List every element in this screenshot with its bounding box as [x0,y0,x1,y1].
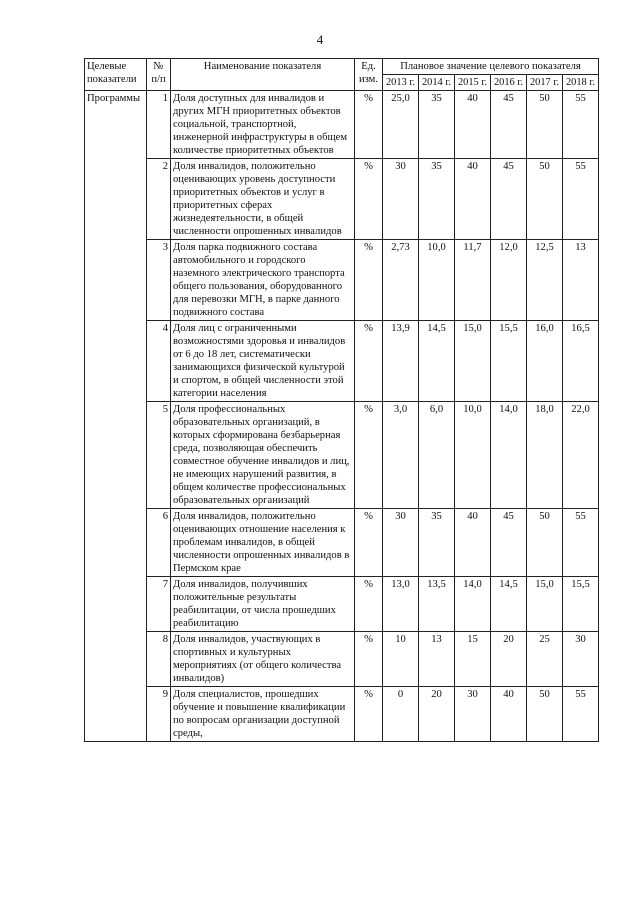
value-cell: 40 [455,91,491,159]
row-number: 4 [147,321,171,402]
row-number: 8 [147,632,171,687]
value-cell: 13,5 [419,577,455,632]
value-cell: 20 [419,687,455,742]
year-header: 2016 г. [491,75,527,91]
row-number: 5 [147,402,171,509]
year-header: 2014 г. [419,75,455,91]
table-row [85,577,599,632]
row-number: 1 [147,91,171,159]
planned-value-header: Плановое значение целевого показателя [383,59,599,75]
indicator-name: Доля инвалидов, положительно оценивающих уровень доступности приоритетных объектов и услуг в приоритетных сферах жизнедеятельности, в общей численности опрошенных инвалидов [171,159,355,240]
table-row [85,509,599,577]
value-cell: 40 [491,687,527,742]
value-cell: 10,0 [455,402,491,509]
value-cell: 45 [491,509,527,577]
indicator-name: Доля инвалидов, участвующих в спортивных и культурных мероприятиях (от общего количества инвалидов) [171,632,355,687]
value-cell: 45 [491,91,527,159]
value-cell: 40 [455,159,491,240]
value-cell: 30 [455,687,491,742]
value-cell: 55 [563,159,599,240]
table-row [85,159,599,240]
value-cell: 55 [563,687,599,742]
value-cell: 13 [563,240,599,321]
value-cell: 0 [383,687,419,742]
indicator-name: Доля лиц с ограниченными возможностями здоровья и инвалидов от 6 до 18 лет, систематически занимающихся физической культурой и спортом, в общей численности этой категории населения [171,321,355,402]
value-cell: 40 [455,509,491,577]
indicator-name: Доля доступных для инвалидов и других МГН приоритетных объектов социальной, транспортной, инженерной инфраструктуры в общем количестве приоритетных объектов [171,91,355,159]
value-cell: 18,0 [527,402,563,509]
value-cell: 35 [419,159,455,240]
value-cell: 55 [563,91,599,159]
indicator-name: Доля инвалидов, получивших положительные результаты реабилитации, от числа прошедших реабилитацию [171,577,355,632]
value-cell: 10 [383,632,419,687]
table-row [85,321,599,402]
goal-column-header: Целевые показатели [85,59,147,91]
unit-cell: % [355,577,383,632]
value-cell: 10,0 [419,240,455,321]
value-cell: 12,0 [491,240,527,321]
value-cell: 3,0 [383,402,419,509]
value-cell: 14,0 [491,402,527,509]
unit-cell: % [355,509,383,577]
unit-cell: % [355,402,383,509]
row-number: 6 [147,509,171,577]
value-cell: 15,5 [563,577,599,632]
value-cell: 30 [563,632,599,687]
indicator-name: Доля парка подвижного состава автомобильного и городского наземного электрического транспорта общего пользования, оборудованного для перевозки МГН, в парке данного подвижного состава [171,240,355,321]
value-cell: 12,5 [527,240,563,321]
name-column-header: Наименование показателя [171,59,355,91]
year-header: 2015 г. [455,75,491,91]
value-cell: 2,73 [383,240,419,321]
value-cell: 15,5 [491,321,527,402]
unit-cell: % [355,91,383,159]
row-number: 7 [147,577,171,632]
value-cell: 35 [419,91,455,159]
value-cell: 13,9 [383,321,419,402]
row-number: 9 [147,687,171,742]
value-cell: 14,5 [491,577,527,632]
unit-cell: % [355,240,383,321]
row-number: 3 [147,240,171,321]
value-cell: 6,0 [419,402,455,509]
value-cell: 55 [563,509,599,577]
indicators-table [84,58,599,742]
value-cell: 22,0 [563,402,599,509]
table-row [85,687,599,742]
value-cell: 50 [527,91,563,159]
table-row [85,91,599,159]
value-cell: 30 [383,159,419,240]
year-header: 2013 г. [383,75,419,91]
year-header: 2017 г. [527,75,563,91]
unit-cell: % [355,321,383,402]
value-cell: 50 [527,687,563,742]
unit-column-header: Ед. изм. [355,59,383,91]
table-row [85,632,599,687]
value-cell: 15,0 [455,321,491,402]
row-number: 2 [147,159,171,240]
value-cell: 45 [491,159,527,240]
unit-cell: % [355,159,383,240]
value-cell: 15 [455,632,491,687]
value-cell: 25,0 [383,91,419,159]
value-cell: 16,5 [563,321,599,402]
year-header: 2018 г. [563,75,599,91]
value-cell: 20 [491,632,527,687]
value-cell: 15,0 [527,577,563,632]
value-cell: 13,0 [383,577,419,632]
value-cell: 35 [419,509,455,577]
page-number: 4 [316,32,324,47]
value-cell: 13 [419,632,455,687]
value-cell: 30 [383,509,419,577]
table-row [85,240,599,321]
indicator-name: Доля специалистов, прошедших обучение и повышение квалификации по вопросам организации доступной среды, [171,687,355,742]
value-cell: 50 [527,509,563,577]
indicator-name: Доля инвалидов, положительно оценивающих отношение населения к проблемам инвалидов, в общей численности опрошенных инвалидов в Пермском крае [171,509,355,577]
unit-cell: % [355,687,383,742]
value-cell: 14,0 [455,577,491,632]
goal-label: Программы [85,91,147,742]
value-cell: 14,5 [419,321,455,402]
value-cell: 11,7 [455,240,491,321]
unit-cell: % [355,632,383,687]
number-column-header: № п/п [147,59,171,91]
header-row-1 [85,59,599,75]
value-cell: 16,0 [527,321,563,402]
table-row [85,402,599,509]
value-cell: 25 [527,632,563,687]
value-cell: 50 [527,159,563,240]
indicator-name: Доля профессиональных образовательных организаций, в которых сформирована безбарьерная среда, позволяющая обеспечить совместное обучение инвалидов и лиц, не имеющих нарушений развития, в общем количестве профессиональных образовательных организаций [171,402,355,509]
